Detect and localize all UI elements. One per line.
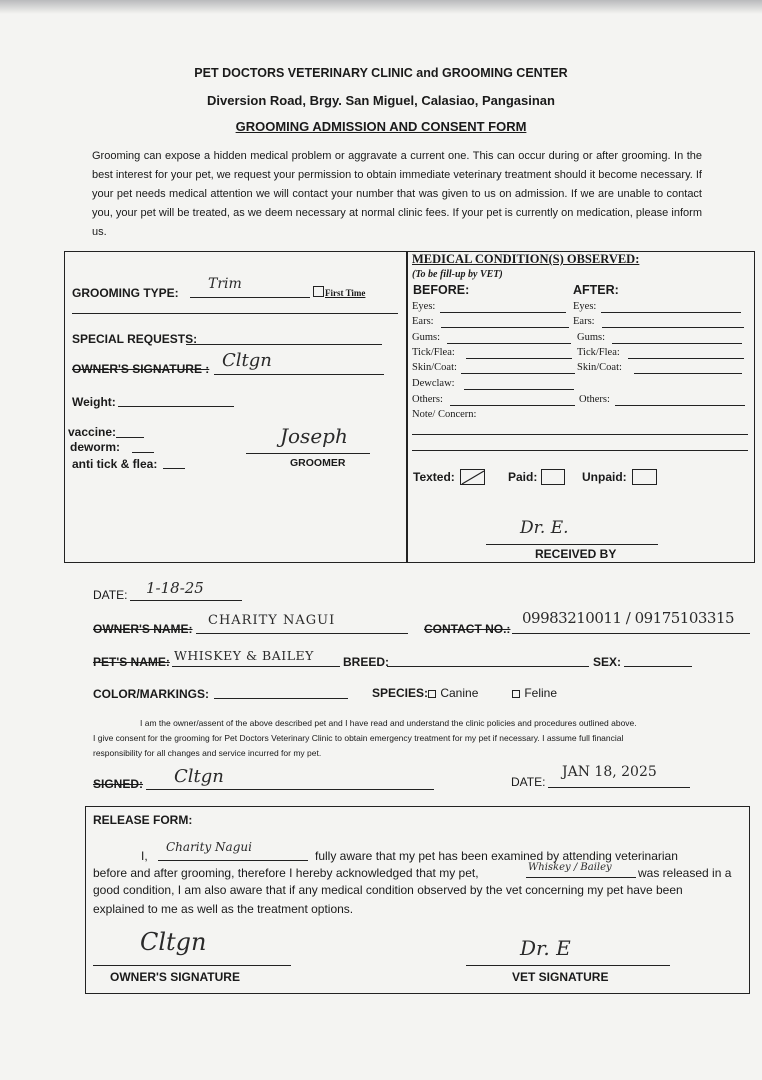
owners-name-label: OWNER'S NAME: (93, 622, 193, 636)
weight-line (118, 406, 234, 407)
texted-checkbox[interactable] (460, 469, 485, 485)
before-ears-line (441, 327, 569, 328)
contact-no-line (512, 633, 750, 634)
after-label: AFTER: (573, 283, 619, 297)
after-ears-label: Ears: (573, 316, 595, 327)
release-title: RELEASE FORM: (93, 813, 193, 827)
first-time-checkbox[interactable] (313, 286, 324, 297)
after-skincoat-label: Skin/Coat: (577, 362, 622, 373)
unpaid-checkbox[interactable] (632, 469, 657, 485)
before-dewclaw-label: Dewclaw: (412, 378, 455, 389)
before-skincoat-label: Skin/Coat: (412, 362, 457, 373)
owners-name-line (196, 633, 408, 634)
paid-checkbox[interactable] (541, 469, 565, 485)
release-text-2: before and after grooming, therefore I hereby acknowledged that my pet, (93, 866, 479, 880)
antitick-line (163, 468, 185, 469)
groomer-line (246, 453, 370, 454)
before-gums-line (447, 343, 571, 344)
after-skincoat-line (634, 373, 742, 374)
color-markings-line (214, 698, 348, 699)
after-tickflea-line (628, 358, 744, 359)
grooming-type-extra-line (72, 313, 398, 314)
before-tickflea-label: Tick/Flea: (412, 347, 455, 358)
after-eyes-label: Eyes: (573, 301, 597, 312)
grooming-type-label: GROOMING TYPE: (72, 286, 179, 300)
grooming-type-line (190, 297, 310, 298)
release-pet-value[interactable]: Whiskey / Bailey (528, 862, 612, 873)
unpaid-label: Unpaid: (582, 470, 627, 484)
deworm-label: deworm: (70, 440, 121, 454)
vaccine-label: vaccine: (68, 425, 117, 439)
medical-title: MEDICAL CONDITION(S) OBSERVED: (412, 252, 640, 266)
owners-name-value[interactable]: CHARITY NAGUI (208, 613, 336, 628)
before-gums-label: Gums: (412, 332, 441, 343)
before-skincoat-line (461, 373, 575, 374)
before-ears-label: Ears: (412, 316, 434, 327)
sex-label: SEX: (593, 655, 622, 669)
date-line (130, 600, 242, 601)
contact-no-label: CONTACT NO.: (424, 622, 511, 636)
note-concern-label: Note/ Concern: (412, 409, 477, 420)
weight-label: Weight: (72, 395, 116, 409)
date-label: DATE: (93, 588, 128, 602)
groomer-signature-value[interactable]: Joseph (280, 424, 348, 448)
first-time-option[interactable] (313, 286, 365, 298)
release-vet-signature-label: VET SIGNATURE (512, 970, 609, 984)
before-others-line (450, 405, 575, 406)
pets-name-value[interactable]: WHISKEY & BAILEY (174, 648, 314, 663)
consent-line-2: I give consent for the grooming for Pet Doctors Veterinary Clinic to obtain emergency treatment for my pet if necessary. I assume full financial (93, 733, 624, 743)
clinic-name: PET DOCTORS VETERINARY CLINIC and GROOMING CENTER (194, 66, 568, 80)
after-gums-label: Gums: (577, 332, 606, 343)
contact-no-value[interactable]: 09983210011 / 09175103315 (522, 609, 735, 627)
before-eyes-label: Eyes: (412, 301, 436, 312)
consent-date-value[interactable]: JAN 18, 2025 (562, 764, 657, 780)
signed-label: SIGNED: (93, 777, 144, 791)
after-tickflea-label: Tick/Flea: (577, 347, 620, 358)
first-time-label: First Time (325, 288, 366, 298)
release-name-line (158, 860, 308, 861)
release-vet-signature-value[interactable]: Dr. E (520, 936, 571, 960)
before-eyes-line (440, 312, 566, 313)
after-others-label: Others: (579, 394, 610, 405)
medical-box (406, 251, 755, 563)
vaccine-line (116, 437, 144, 438)
after-others-line (615, 405, 745, 406)
note-line-1 (412, 434, 748, 435)
special-requests-label: SPECIAL REQUESTS: (72, 332, 198, 346)
feline-label: Feline (524, 686, 558, 700)
release-i-label: I, (141, 849, 148, 863)
after-eyes-line (601, 312, 741, 313)
antitick-label: anti tick & flea: (72, 457, 158, 471)
release-owner-signature-label: OWNER'S SIGNATURE (110, 970, 240, 984)
received-by-signature[interactable]: Dr. E. (520, 518, 569, 538)
release-pet-line (526, 877, 636, 878)
after-ears-line (602, 327, 744, 328)
texted-check-mark-icon (461, 470, 485, 485)
consent-line-3: responsibility for all changes and service incurred for my pet. (93, 748, 322, 758)
release-text-4: good condition, I am also aware that if any medical condition observed by the vet concerning my pet have been (93, 883, 683, 897)
received-by-label: RECEIVED BY (535, 547, 617, 561)
consent-date-label: DATE: (511, 775, 546, 789)
before-others-label: Others: (412, 394, 443, 405)
feline-option[interactable] (512, 686, 557, 700)
color-markings-label: COLOR/MARKINGS: (93, 687, 209, 701)
deworm-line (132, 452, 154, 453)
grooming-type-value[interactable]: Trim (208, 276, 242, 292)
form-title: GROOMING ADMISSION AND CONSENT FORM (235, 119, 527, 134)
pets-name-label: PET'S NAME: (93, 655, 170, 669)
release-vet-signature-line (466, 965, 670, 966)
paid-label: Paid: (508, 470, 538, 484)
owner-signature-value[interactable]: Cltgn (222, 350, 272, 371)
before-tickflea-line (466, 358, 572, 359)
texted-label: Texted: (413, 470, 455, 484)
after-gums-line (612, 343, 742, 344)
owner-signature-line (214, 374, 384, 375)
intro-paragraph: Grooming can expose a hidden medical problem or aggravate a current one. This can occur during or after grooming. In the best interest for your pet, we request your permission to obtain immediate veterinary treatment should it become necessary. If your pet needs medical attention we will contact your number that was given to us on admission. If we are unable to contact you, your pet will be treated, as we deem necessary at normal clinic fees. If your pet is currently on medication, please inform us. (92, 150, 702, 238)
consent-line-1: I am the owner/assent of the above described pet and I have read and understand the clinic policies and procedures outlined above. (140, 718, 637, 728)
release-owner-signature-line (93, 965, 291, 966)
sex-line (624, 666, 692, 667)
canine-option[interactable] (428, 686, 478, 700)
medical-subtitle: (To be fill-up by VET) (412, 269, 503, 280)
release-name-value[interactable]: Charity Nagui (166, 840, 252, 854)
clinic-address: Diversion Road, Brgy. San Miguel, Calasiao, Pangasinan (207, 93, 555, 108)
before-label: BEFORE: (413, 283, 470, 297)
date-value[interactable]: 1-18-25 (146, 579, 204, 597)
canine-label: Canine (440, 686, 479, 700)
feline-checkbox[interactable] (512, 690, 520, 698)
release-text-1: fully aware that my pet has been examined by attending veterinarian (315, 849, 678, 863)
release-text-3: was released in a (638, 866, 732, 880)
species-label: SPECIES: (372, 686, 429, 700)
breed-label: BREED: (343, 655, 390, 669)
scan-edge-shadow (0, 0, 762, 14)
consent-date-line (548, 787, 690, 788)
signed-line (146, 789, 434, 790)
release-text-5: explained to me as well as the treatment options. (93, 902, 354, 916)
groomer-label: GROOMER (290, 457, 346, 469)
owner-signature-label: OWNER'S SIGNATURE : (72, 362, 210, 376)
special-requests-line (186, 344, 382, 345)
release-owner-signature-value[interactable]: Cltgn (140, 928, 207, 956)
pets-name-line (172, 666, 340, 667)
breed-line (387, 666, 589, 667)
signed-value[interactable]: Cltgn (174, 766, 224, 787)
received-by-line (486, 544, 658, 545)
canine-checkbox[interactable] (428, 690, 436, 698)
before-dewclaw-line (464, 389, 574, 390)
note-line-2 (412, 450, 748, 451)
